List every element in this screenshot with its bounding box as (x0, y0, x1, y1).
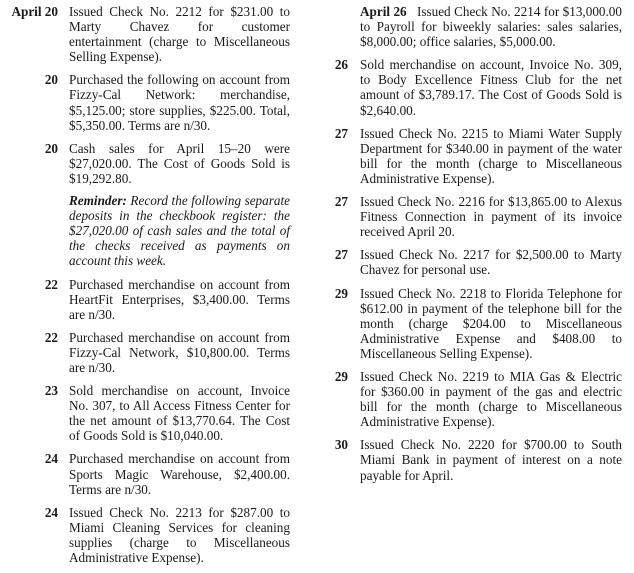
transaction-entry (322, 57, 622, 117)
entry-date: 22 (44, 276, 58, 292)
transaction-entry (0, 72, 290, 132)
entry-text: Issued Check No. 2216 for $13,865.00 to Alexus Fitness Connection in payment of its invoice received April 20. (360, 194, 622, 240)
entry-text: Issued Check No. 2220 for $700.00 to South Miami Bank in payment of interest on a note payable for April. (360, 437, 622, 483)
entry-text: Purchased merchandise on account from HeartFit Enterprises, $3,400.00. Terms are n/30. (69, 276, 290, 322)
entry-text: Cash sales for April 15–20 were $27,020.00. The Cost of Goods Sold is $19,292.80. (69, 140, 290, 186)
transaction-entry (0, 4, 290, 64)
entry-date: 23 (44, 383, 58, 399)
entry-date: 22 (44, 329, 58, 345)
transaction-entry (322, 369, 622, 429)
entry-date: 30 (334, 437, 348, 453)
entry-text: Issued Check No. 2213 for $287.00 to Miami Cleaning Services for cleaning supplies (charge to Miscellaneous Administrative Expense). (69, 504, 290, 565)
entry-date: 26 (334, 57, 348, 73)
entry-text: Purchased merchandise on account from Fizzy-Cal Network, $10,800.00. Terms are n/30. (69, 329, 290, 375)
transaction-entry (0, 451, 290, 496)
entry-text: Sold merchandise on account, Invoice No. 307, to All Access Fitness Center for the net amount of $13,770.64. The Cost of Goods Sold is $10,040.00. (69, 383, 290, 444)
entry-text: Purchased merchandise on account from Sports Magic Warehouse, $2,400.00. Terms are n/30. (69, 451, 290, 497)
entry-date: 24 (44, 504, 58, 520)
transaction-entry (322, 247, 622, 277)
entry-text: Sold merchandise on account, Invoice No. 309, to Body Excellence Fitness Club for the net amount of $3,789.17. The Cost of Goods Sold is $2,640.00. (360, 57, 622, 118)
entry-date: 20 (44, 72, 58, 88)
entry-text: Issued Check No. 2215 to Miami Water Supply Department for $340.00 in payment of the water bill for the month (charge to Miscellaneous Administrative Expense). (360, 125, 622, 186)
entry-date: 27 (334, 194, 348, 210)
entry-date: 27 (334, 247, 348, 263)
reminder-text: Record the following separate deposits in the checkbook register: the $27,020.00 of cash sales and the total of the checks received as payments on account this week. (69, 193, 290, 269)
entry-text: Issued Check No. 2212 for $231.00 to Marty Chavez for customer entertainment (charge to Miscellaneous Selling Expense). (69, 4, 290, 65)
transaction-entry (322, 126, 622, 186)
entry-date: 24 (44, 451, 58, 467)
entry-date: April 20 (11, 4, 58, 19)
entry-text-with-date (360, 4, 622, 49)
entry-text: Issued Check No. 2219 to MIA Gas & Electric for $360.00 in payment of the gas and electric bill for the month (charge to Miscellaneous Administrative Expense). (360, 368, 622, 430)
entry-date: 29 (334, 285, 348, 301)
transaction-entry (322, 194, 622, 239)
transaction-entry (0, 277, 290, 322)
entry-date: 27 (334, 125, 348, 141)
transaction-entry (322, 4, 622, 49)
entry-date: 29 (334, 368, 348, 384)
transaction-entry (322, 286, 622, 361)
transaction-entry (0, 330, 290, 375)
transaction-entry (322, 437, 622, 482)
reminder-note (69, 193, 290, 268)
reminder-label: Reminder: (69, 193, 127, 209)
entry-text: Issued Check No. 2217 for $2,500.00 to Marty Chavez for personal use. (360, 247, 622, 278)
entry-date: 20 (44, 140, 58, 156)
entry-date: April 26 (360, 4, 407, 19)
entry-text: Purchased the following on account from Fizzy-Cal Network: merchandise, $5,125.00; store supplies, $225.00. Total, $5,350.00. Terms are n/30. (69, 72, 290, 133)
entry-text: Issued Check No. 2214 for $13,000.00 to Payroll for biweekly salaries: sales salaries, $8,000.00; office salaries, $5,000.00. (360, 4, 622, 50)
transaction-entry (0, 383, 290, 443)
right-column (322, 4, 622, 491)
transaction-entry (0, 141, 290, 186)
transaction-entry (0, 505, 290, 565)
entry-text: Issued Check No. 2218 to Florida Telephone for $612.00 in payment of the telephone bill for the month (charge $204.00 to Miscellaneous Administrative Expense and $408.00 to Miscellaneous Selling Expense). (360, 285, 622, 361)
left-column (0, 4, 290, 573)
